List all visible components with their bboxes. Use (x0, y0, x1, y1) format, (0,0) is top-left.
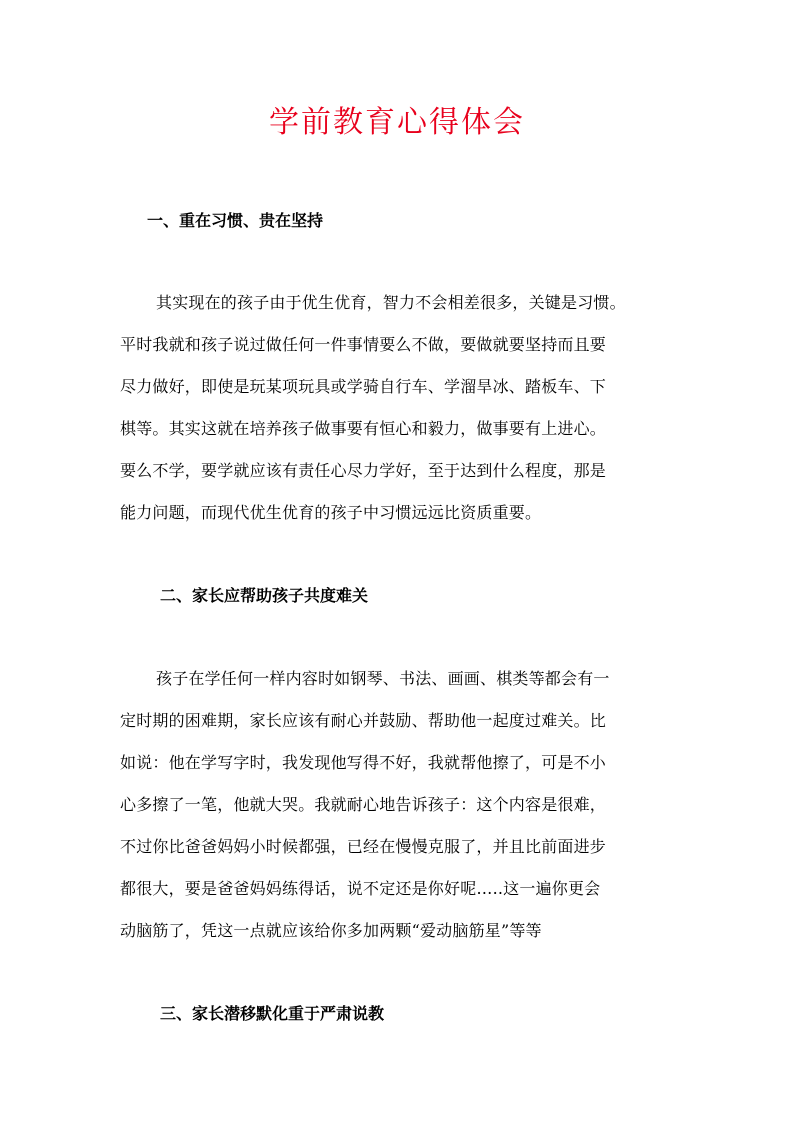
paragraph-line: 其实现在的孩子由于优生优育，智力不会相差很多，关键是习惯。 (156, 293, 626, 312)
paragraph-line: 要么不学，要学就应该有责任心尽力学好，至于达到什么程度，那是 (120, 461, 607, 480)
paragraph-line: 能力问题，而现代优生优育的孩子中习惯远远比资质重要。 (120, 503, 542, 522)
section-heading-2: 二、家长应帮助孩子共度难关 (160, 586, 369, 605)
paragraph-line: 动脑筋了，凭这一点就应该给你多加两颗“爱动脑筋星”等等 (120, 921, 542, 940)
paragraph-line: 心多擦了一笔，他就大哭。我就耐心地告诉孩子：这个内容是很难， (120, 795, 607, 814)
paragraph-line: 如说：他在学写字时，我发现他写得不好，我就帮他擦了，可是不小 (120, 753, 607, 772)
paragraph-line: 平时我就和孩子说过做任何一件事情要么不做，要做就要坚持而且要 (120, 335, 607, 354)
paragraph-line: 都很大，要是爸爸妈妈练得话，说不定还是你好呢…..这一遍你更会 (120, 879, 601, 898)
paragraph-line: 尽力做好，即使是玩某项玩具或学骑自行车、学溜旱冰、踏板车、下 (120, 377, 607, 396)
document-title: 学前教育心得体会 (269, 105, 525, 140)
paragraph-line: 不过你比爸爸妈妈小时候都强，已经在慢慢克服了，并且比前面进步 (120, 837, 607, 856)
paragraph-line: 棋等。其实这就在培养孩子做事要有恒心和毅力，做事要有上进心。 (120, 419, 607, 438)
section-heading-1: 一、重在习惯、贵在坚持 (147, 211, 324, 230)
paragraph-line: 定时期的困难期，家长应该有耐心并鼓励、帮助他一起度过难关。比 (120, 711, 607, 730)
paragraph-line: 孩子在学任何一样内容时如钢琴、书法、画画、棋类等都会有一 (156, 669, 610, 688)
section-heading-3: 三、家长潜移默化重于严肃说教 (160, 1004, 385, 1023)
